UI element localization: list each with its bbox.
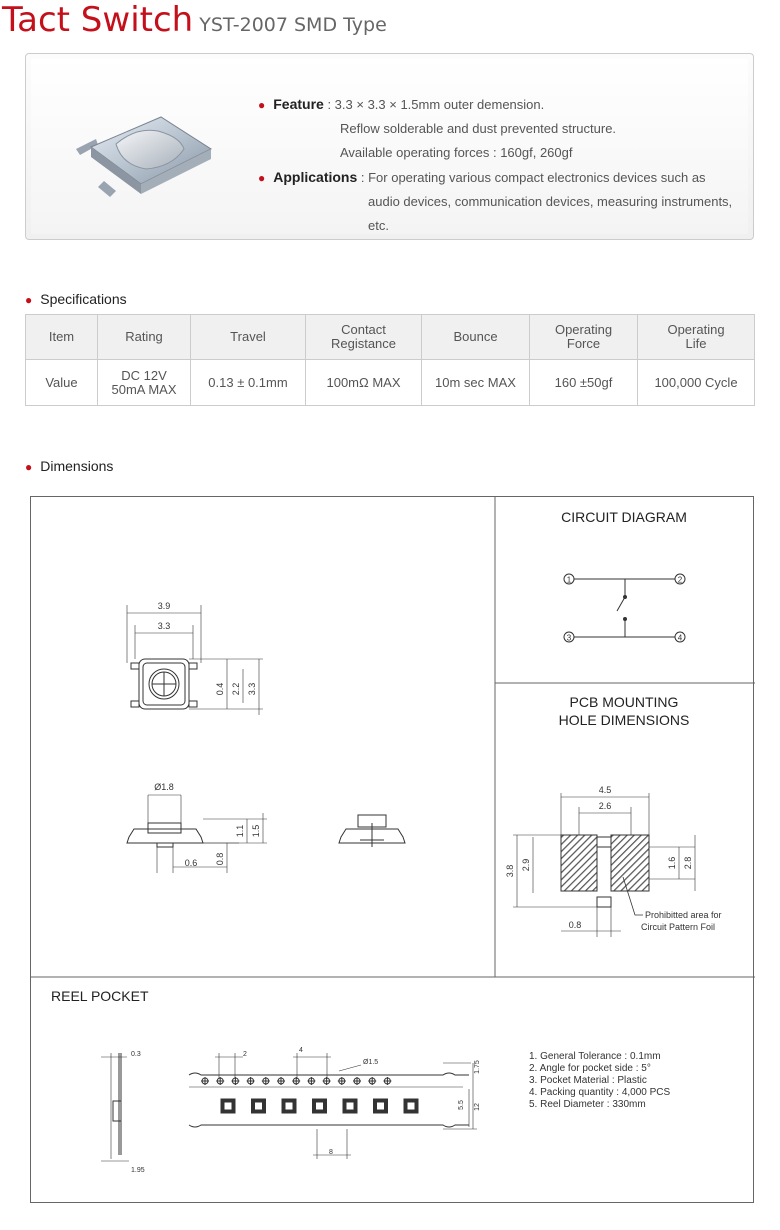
- table-header-cell: Operating Force: [530, 315, 638, 360]
- bullet-icon: ●: [258, 171, 266, 185]
- pcb-label-4-5: 4.5: [598, 785, 612, 795]
- reel-label-12: 12: [474, 1103, 481, 1111]
- note-4: 4. Packing quantity : 4,000 PCS: [529, 1087, 671, 1098]
- reel-label-1-75: 1.75: [474, 1060, 481, 1074]
- circuit-pin-1: 1: [566, 575, 572, 585]
- circuit-pin-4: 4: [677, 633, 683, 643]
- pcb-note-line-1: Prohibitted area for: [645, 910, 722, 920]
- pcb-label-0-8: 0.8: [568, 920, 582, 930]
- side-label-0-6: 0.6: [184, 858, 198, 868]
- reel-pocket-inner: [346, 1102, 354, 1110]
- pcb-label-2-6: 2.6: [598, 801, 612, 811]
- table-cell: DC 12V 50mA MAX: [98, 360, 191, 406]
- reel-title: REEL POCKET: [51, 988, 149, 1004]
- table-row: [26, 360, 755, 406]
- table-header-cell: Operating Life: [638, 315, 755, 360]
- table-header-cell: Travel: [191, 315, 306, 360]
- dimensions-drawing: [30, 496, 754, 1203]
- applications-row: [258, 165, 738, 190]
- pcb-title-line-2: HOLE DIMENSIONS: [558, 712, 690, 728]
- pcb-label-3-8: 3.8: [505, 864, 515, 878]
- circuit-diagram: [564, 574, 685, 642]
- feature-text: [258, 92, 738, 238]
- reel-pocket-inner: [407, 1102, 415, 1110]
- note-3: 3. Pocket Material : Plastic: [529, 1075, 647, 1086]
- table-header-cell: Contact Registance: [306, 315, 422, 360]
- bullet-icon: ●: [25, 293, 33, 307]
- pcb-label-2-9: 2.9: [521, 858, 531, 872]
- side-label-1-1: 1.1: [235, 824, 245, 838]
- table-header-cell: Bounce: [422, 315, 530, 360]
- circuit-pin-3: 3: [566, 633, 572, 643]
- note-5: 5. Reel Diameter : 330mm: [529, 1099, 646, 1110]
- pcb-note-line-2: Circuit Pattern Foil: [641, 922, 716, 932]
- side-label-1-5: 1.5: [251, 824, 261, 838]
- bullet-icon: ●: [25, 460, 33, 474]
- pcb-label-1-6: 1.6: [667, 856, 677, 870]
- reel-label-4: 4: [299, 1047, 303, 1054]
- reel-pockets: [221, 1099, 418, 1113]
- reel-pocket-inner: [316, 1102, 324, 1110]
- side-label-0-8: 0.8: [215, 852, 225, 866]
- circuit-title: CIRCUIT DIAGRAM: [561, 509, 687, 525]
- note-2: 2. Angle for pocket side : 5°: [529, 1063, 651, 1074]
- reel-label-2: 2: [243, 1051, 247, 1058]
- feature-line-1: : 3.3 × 3.3 × 1.5mm outer demension.: [327, 97, 545, 112]
- reel-label-diameter: Ø1.5: [363, 1059, 379, 1066]
- reel-label-5-5: 5.5: [458, 1100, 465, 1110]
- bullet-icon: ●: [258, 98, 266, 112]
- applications-line-3: etc.: [368, 218, 389, 233]
- table-header-row: [26, 315, 755, 360]
- reel-side-view: [101, 1053, 129, 1161]
- dimensions-heading: ● Dimensions: [25, 458, 114, 474]
- reel-notes: [529, 1051, 671, 1110]
- table-cell: Value: [26, 360, 98, 406]
- top-view: [127, 605, 263, 715]
- top-label-3-3: 3.3: [247, 682, 257, 696]
- side-label-diameter: Ø1.8: [154, 782, 174, 792]
- title-sub: YST-2007 SMD Type: [199, 14, 387, 36]
- table-cell: 160 ±50gf: [530, 360, 638, 406]
- reel-holes: [201, 1077, 391, 1085]
- feature-label: Feature: [273, 96, 324, 112]
- table-header-cell: Item: [26, 315, 98, 360]
- top-label-width-inner: 3.3: [157, 621, 171, 631]
- reel-pocket-inner: [255, 1102, 263, 1110]
- reel-pocket-inner: [285, 1102, 293, 1110]
- table-cell: 0.13 ± 0.1mm: [191, 360, 306, 406]
- reel-label-8: 8: [329, 1149, 333, 1156]
- reel-label-0-3: 0.3: [131, 1051, 141, 1058]
- reel-label-1-95: 1.95: [131, 1167, 145, 1174]
- feature-row: [258, 92, 738, 117]
- table-header-cell: Rating: [98, 315, 191, 360]
- table-cell: 100,000 Cycle: [638, 360, 755, 406]
- feature-line-2: Reflow solderable and dust prevented structure.: [340, 121, 617, 136]
- specifications-table: [25, 314, 755, 406]
- applications-line-2: audio devices, communication devices, measuring instruments,: [368, 194, 733, 209]
- switch-leg: [98, 181, 116, 197]
- applications-label: Applications: [273, 169, 358, 185]
- tact-switch-image: [76, 109, 226, 209]
- top-label-2-2: 2.2: [231, 682, 241, 696]
- top-label-0-4: 0.4: [215, 682, 225, 696]
- title-main: Tact Switch: [2, 0, 194, 40]
- table-cell: 10m sec MAX: [422, 360, 530, 406]
- top-label-width-outer: 3.9: [157, 601, 171, 611]
- pcb-label-2-8: 2.8: [683, 856, 693, 870]
- reel-pocket-inner: [224, 1102, 232, 1110]
- pcb-title-line-1: PCB MOUNTING: [569, 694, 679, 710]
- page-title: [2, 0, 387, 40]
- specifications-heading: ● Specifications: [25, 291, 127, 307]
- note-1: 1. General Tolerance : 0.1mm: [529, 1051, 661, 1062]
- reel-pocket-inner: [377, 1102, 385, 1110]
- feature-line-3: Available operating forces : 160gf, 260gf: [340, 145, 573, 160]
- front-view: [339, 815, 405, 847]
- table-cell: 100mΩ MAX: [306, 360, 422, 406]
- applications-line-1: : For operating various compact electronics devices such as: [360, 170, 706, 185]
- feature-panel: [25, 53, 754, 240]
- dimensions-svg: [31, 497, 755, 1204]
- circuit-pin-2: 2: [677, 575, 683, 585]
